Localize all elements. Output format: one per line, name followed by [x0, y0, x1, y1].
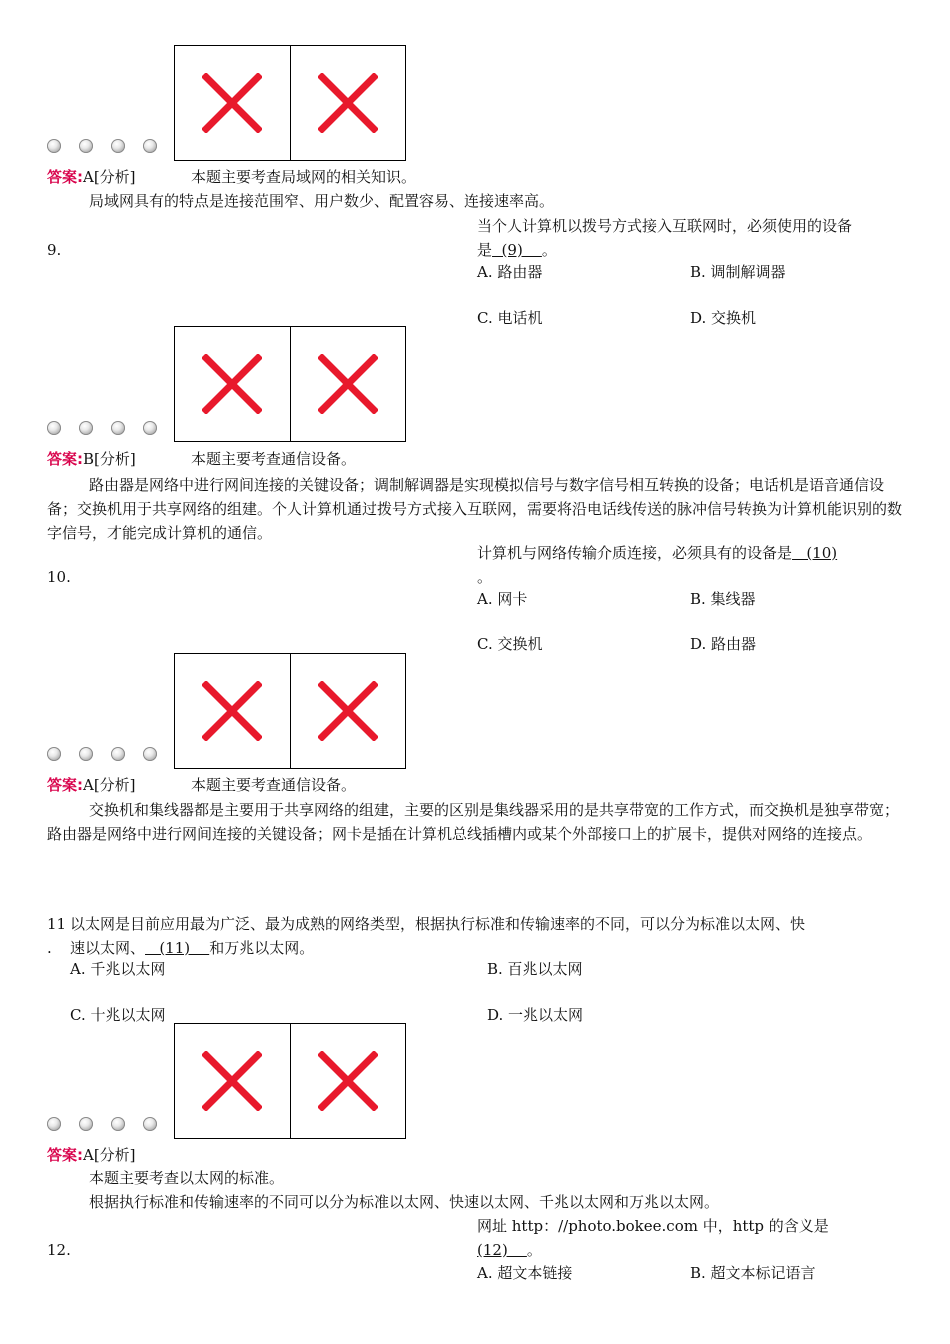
- broken-image: [175, 327, 290, 441]
- question-stem-line2: (12) 。: [477, 1241, 542, 1259]
- red-x-icon: [202, 354, 262, 414]
- radio-icon[interactable]: [111, 747, 125, 761]
- radio-icon[interactable]: [143, 747, 157, 761]
- red-x-icon: [202, 681, 262, 741]
- red-x-icon: [318, 73, 378, 133]
- analysis-text: 根据执行标准和传输速率的不同可以分为标准以太网、快速以太网、千兆以太网和万兆以太网。: [89, 1193, 720, 1211]
- broken-image: [290, 46, 406, 160]
- question-stem: 计算机与网络传输介质连接，必须具有的设备是 (10): [477, 544, 838, 562]
- analysis-title: 本题主要考查局域网的相关知识。: [191, 168, 417, 186]
- question-stem: 网址 http：//photo.bokee.com 中，http 的含义是: [477, 1217, 829, 1235]
- broken-image-pair: [174, 45, 406, 161]
- answer-blank: (11): [145, 939, 210, 957]
- analysis-title: 本题主要考查通信设备。: [191, 776, 357, 794]
- red-x-icon: [202, 1051, 262, 1111]
- broken-image: [175, 654, 290, 768]
- question-stem-line2: 速以太网、 (11) 和万兆以太网。: [70, 939, 315, 957]
- option-b: B. 集线器: [690, 590, 756, 608]
- option-b: B. 百兆以太网: [487, 960, 583, 978]
- answer-line: [47, 775, 136, 795]
- analysis-text: 交换机和集线器都是主要用于共享网络的组建，主要的区别是集线器采用的是共享带宽的工作方式，而交换机是独享带宽；路由器是网络中进行网间连接的关键设备；网卡是插在计算机总线插槽内或某个外部接口上的扩展卡，提供对网络的连接点。: [47, 801, 900, 843]
- option-c: C. 交换机: [477, 635, 543, 653]
- answer-value: B[分析]: [83, 450, 136, 468]
- radio-icon[interactable]: [79, 1117, 93, 1131]
- radio-icon[interactable]: [47, 1117, 61, 1131]
- question-number: 9.: [47, 241, 62, 259]
- radio-group[interactable]: [47, 421, 167, 441]
- radio-icon[interactable]: [79, 747, 93, 761]
- radio-icon[interactable]: [47, 421, 61, 435]
- answer-blank: (10): [792, 544, 838, 562]
- radio-group[interactable]: [47, 1117, 167, 1137]
- answer-value: A[分析]: [83, 776, 136, 794]
- radio-group[interactable]: [47, 747, 167, 767]
- question-stem-line2: 是 (9) 。: [477, 241, 557, 259]
- option-b: B. 调制解调器: [690, 263, 786, 281]
- radio-icon[interactable]: [143, 421, 157, 435]
- radio-icon[interactable]: [47, 139, 61, 153]
- radio-icon[interactable]: [79, 421, 93, 435]
- answer-value: A[分析]: [83, 1146, 136, 1164]
- broken-image: [175, 1024, 290, 1138]
- question-number: 11: [47, 915, 67, 933]
- answer-blank: (12): [477, 1241, 527, 1259]
- question-stem: 以太网是目前应用最为广泛、最为成熟的网络类型，根据执行标准和传输速率的不同，可以分为标准以太网、快: [70, 915, 806, 933]
- red-x-icon: [318, 681, 378, 741]
- answer-line: [47, 167, 136, 187]
- red-x-icon: [318, 354, 378, 414]
- answer-label: 答案:: [47, 450, 83, 468]
- question-stem-end: 。: [477, 568, 493, 586]
- option-a: A. 超文本链接: [477, 1264, 573, 1282]
- question-number: 12.: [47, 1241, 71, 1259]
- radio-icon[interactable]: [143, 1117, 157, 1131]
- radio-group[interactable]: [47, 139, 167, 159]
- option-d: D. 路由器: [690, 635, 757, 653]
- radio-icon[interactable]: [111, 421, 125, 435]
- red-x-icon: [202, 73, 262, 133]
- answer-label: 答案:: [47, 776, 83, 794]
- red-x-icon: [318, 1051, 378, 1111]
- radio-icon[interactable]: [47, 747, 61, 761]
- option-c: C. 电话机: [477, 309, 543, 327]
- analysis-text: 局域网具有的特点是连接范围窄、用户数少、配置容易、连接速率高。: [89, 192, 555, 210]
- answer-value: A[分析]: [83, 168, 136, 186]
- broken-image: [290, 1024, 406, 1138]
- broken-image-pair: [174, 653, 406, 769]
- radio-icon[interactable]: [111, 1117, 125, 1131]
- broken-image-pair: [174, 1023, 406, 1139]
- question-stem: 当个人计算机以拨号方式接入互联网时，必须使用的设备: [477, 217, 853, 235]
- answer-blank: (9): [492, 241, 542, 259]
- option-d: D. 一兆以太网: [487, 1006, 584, 1024]
- answer-label: 答案:: [47, 168, 83, 186]
- option-d: D. 交换机: [690, 309, 757, 327]
- broken-image: [290, 327, 406, 441]
- radio-icon[interactable]: [143, 139, 157, 153]
- option-a: A. 千兆以太网: [70, 960, 166, 978]
- broken-image: [290, 654, 406, 768]
- question-number: 10.: [47, 568, 71, 586]
- answer-label: 答案:: [47, 1146, 83, 1164]
- answer-line: [47, 449, 136, 469]
- analysis-title: 本题主要考查通信设备。: [191, 450, 357, 468]
- broken-image: [175, 46, 290, 160]
- analysis-text: 路由器是网络中进行网间连接的关键设备；调制解调器是实现模拟信号与数字信号相互转换的设备；电话机是语音通信设备；交换机用于共享网络的组建。个人计算机通过拨号方式接入互联网，需要将沿电话线传送的脉冲信号转换为计算机能识别的数字信号，才能完成计算机的通信。: [47, 476, 903, 542]
- analysis-title: 本题主要考查以太网的标准。: [89, 1169, 285, 1187]
- radio-icon[interactable]: [79, 139, 93, 153]
- option-a: A. 网卡: [477, 590, 528, 608]
- option-c: C. 十兆以太网: [70, 1006, 166, 1024]
- broken-image-pair: [174, 326, 406, 442]
- option-a: A. 路由器: [477, 263, 543, 281]
- option-b: B. 超文本标记语言: [690, 1264, 816, 1282]
- question-number-dot: .: [47, 939, 52, 957]
- answer-line: [47, 1145, 136, 1165]
- radio-icon[interactable]: [111, 139, 125, 153]
